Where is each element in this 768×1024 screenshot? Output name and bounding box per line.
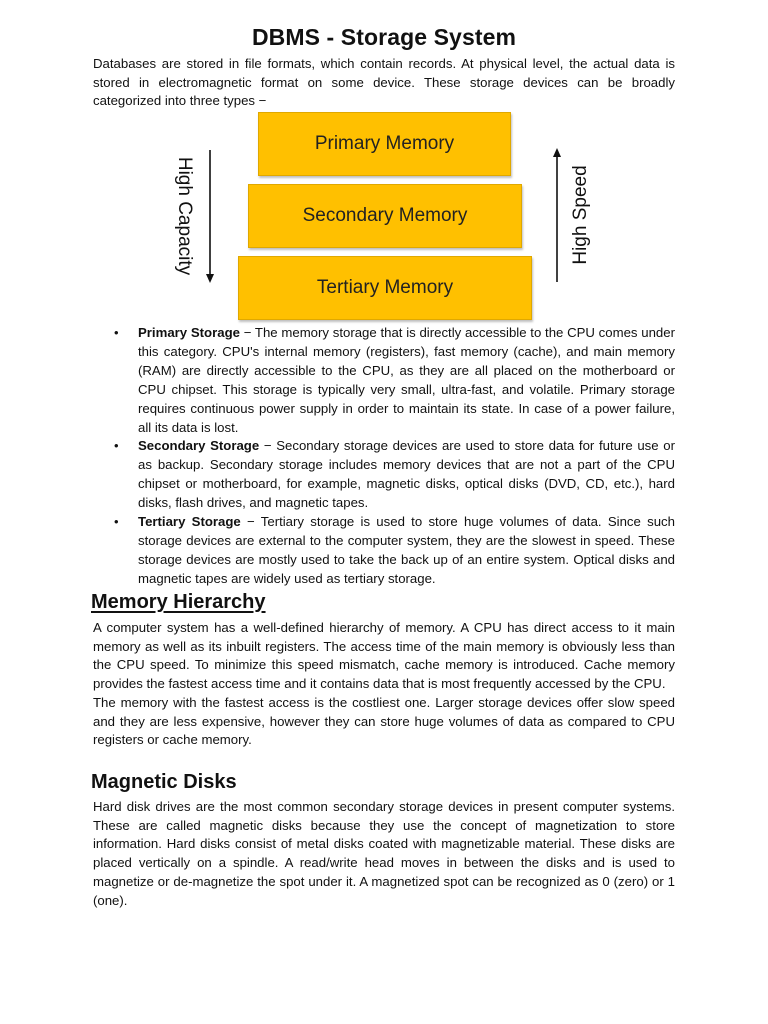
list-item-term: Primary Storage [138,325,240,340]
magnetic-disks-p1: Hard disk drives are the most common secondary storage devices in present computer systems. These are called magnetic disks because they use the concept of magnetization to store information. Hard disks consist of metal disks coated with magnetizable material. These disks are placed vertically on a spindle. A read/write head moves in between the disks and is used to magnetize or de-magnetize the spot under it. A magnetized spot can be recognized as 0 (zero) or 1 (one). [93,799,675,908]
magnetic-disks-heading: Magnetic Disks [91,771,237,793]
list-item [112,437,675,513]
up-arrow-icon [553,148,561,282]
primary-memory-label: Primary Memory [314,133,455,154]
magnetic-disks-body [93,798,675,910]
high-speed-label: High Speed [570,165,591,265]
tertiary-memory-label: Tertiary Memory [316,277,454,298]
list-item-text: − Secondary storage devices are used to store data for future use or as backup. Secondary storage includes memory devices that are not a part of the CPU chipset or motherboard, for example, magnetic disks, optical disks (DVD, CD, etc.), hard disks, flash drives, and magnetic tapes. [138,438,675,511]
memory-hierarchy-body [93,619,675,750]
secondary-memory-label: Secondary Memory [302,205,468,226]
high-capacity-label: High Capacity [174,156,195,276]
intro-paragraph [93,55,675,111]
page-title: DBMS - Storage System [251,24,517,50]
down-arrow-icon [206,150,214,283]
list-item [112,513,675,589]
primary-memory-box [258,112,511,176]
memory-hierarchy-p1: A computer system has a well-defined hierarchy of memory. A CPU has direct access to it main memory as well as its inbuilt registers. The access time of the main memory is obviously less than the CPU speed. To minimize this speed mismatch, cache memory is introduced. Cache memory provides the fastest access time and it contains data that is most frequently accessed by the CPU. [93,620,675,692]
memory-hierarchy-p2: The memory with the fastest access is the costliest one. Larger storage devices offer slow speed and they are less expensive, however they can store huge volumes of data as compared to CPU registers or cache memory. [93,694,675,748]
tertiary-memory-box [238,256,532,320]
intro-text: Databases are stored in file formats, which contain records. At physical level, the actual data is stored in electromagnetic format on some device. These storage devices can be broadly categorized into three types − [93,56,675,109]
memory-diagram [0,108,768,323]
list-item-term: Tertiary Storage [138,514,241,530]
list-item [112,324,675,437]
list-item-text: − The memory storage that is directly accessible to the CPU comes under this category. CPU's internal memory (registers), fast memory (cache), and main memory (RAM) are directly accessible to the CPU, as they are all placed on the motherboard or CPU chipset. This storage is typically very small, ultra-fast, and volatile. Primary storage requires continuous power supply in order to maintain its state. In case of a power failure, all its data is lost. [138,325,675,435]
secondary-memory-box [248,184,522,248]
list-item-term: Secondary Storage [138,438,260,454]
list-item-text: − Tertiary storage is used to store huge volumes of data. Since such storage devices are external to the computer system, they are the slowest in speed. These storage devices are mostly used to take the back up of an entire system. Optical disks and magnetic tapes are widely used as tertiary storage. [138,514,675,586]
memory-hierarchy-heading: Memory Hierarchy [91,591,266,613]
storage-types-list [112,324,675,589]
